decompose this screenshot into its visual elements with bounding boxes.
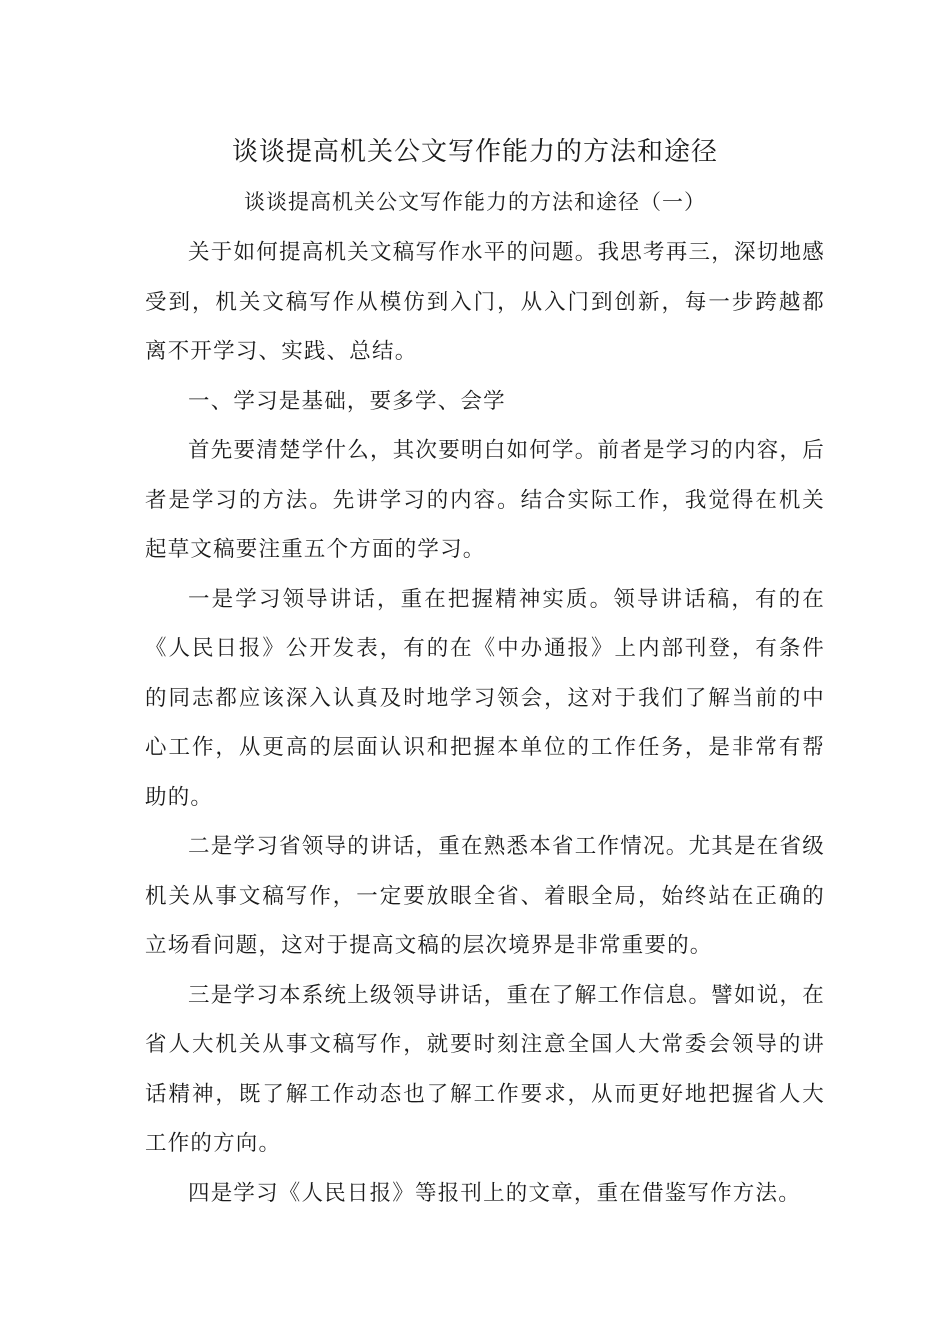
paragraph-intro: 关于如何提高机关文稿写作水平的问题。我思考再三，深切地感受到，机关文稿写作从模仿到入门，从入门到创新，每一步跨越都离不开学习、实践、总结。 — [145, 240, 825, 364]
document-subtitle: 谈谈提高机关公文写作能力的方法和途径（一） — [244, 190, 706, 214]
section-heading-1: 一、学习是基础，要多学、会学 — [188, 388, 506, 414]
paragraph-point-2: 二是学习省领导的讲话，重在熟悉本省工作情况。尤其是在省级机关从事文稿写作，一定要放眼全省、着眼全局，始终站在正确的立场看问题，这对于提高文稿的层次境界是非常重要的。 — [145, 834, 825, 958]
paragraph-point-4: 四是学习《人民日报》等报刊上的文章，重在借鉴写作方法。 — [188, 1180, 801, 1206]
document-title: 谈谈提高机关公文写作能力的方法和途径 — [231, 137, 718, 167]
paragraph-what-to-learn: 首先要清楚学什么，其次要明白如何学。前者是学习的内容，后者是学习的方法。先讲学习的内容。结合实际工作，我觉得在机关起草文稿要注重五个方面的学习。 — [145, 438, 825, 562]
paragraph-point-3: 三是学习本系统上级领导讲话，重在了解工作信息。譬如说，在省人大机关从事文稿写作，就要时刻注意全国人大常委会领导的讲话精神，既了解工作动态也了解工作要求，从而更好地把握省人大工作的方向。 — [145, 982, 825, 1156]
paragraph-point-1: 一是学习领导讲话，重在把握精神实质。领导讲话稿，有的在《人民日报》公开发表，有的在《中办通报》上内部刊登，有条件的同志都应该深入认真及时地学习领会，这对于我们了解当前的中心工作，从更高的层面认识和把握本单位的工作任务，是非常有帮助的。 — [145, 586, 825, 810]
document-body — [145, 228, 825, 1218]
